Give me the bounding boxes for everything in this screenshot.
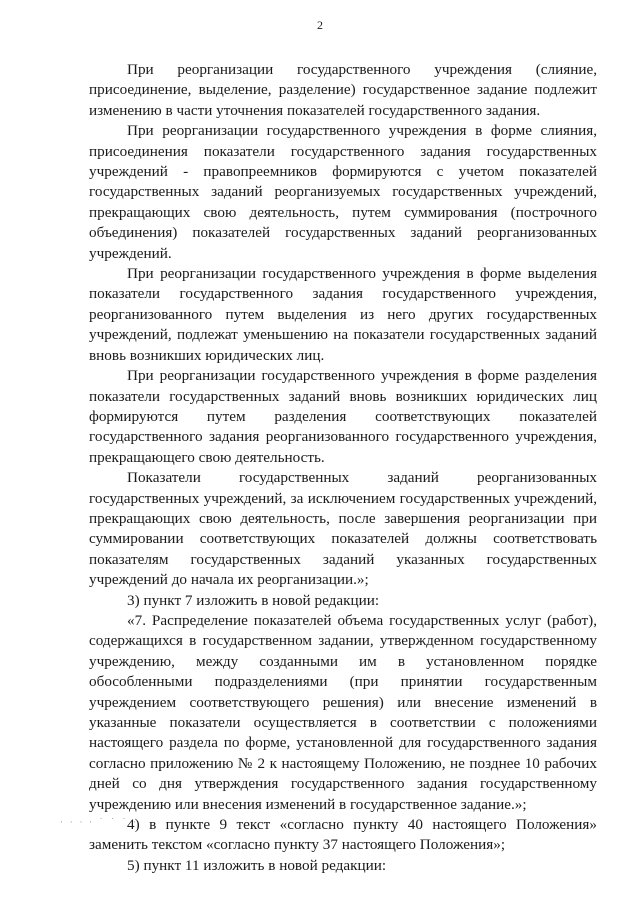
paragraph: При реорганизации государственного учреждения (слияние, присоединение, выделение, разделение) государственное задание подлежит изменению в части уточнения показателей государственного задания.: [89, 61, 597, 119]
paragraph: При реорганизации государственного учреждения в форме выделения показатели государственного задания государственного учреждения, реорганизованного путем выделения из него других государственных учреждений, подлежат уменьшению на показатели государственных заданий вновь возникших юридических лиц.: [89, 265, 597, 364]
paragraph: Показатели государственных заданий реорганизованных государственных учреждений, за исключением государственных учреждений, прекращающих свою деятельность, после завершения реорганизации при суммировании соответствующих показателей должны соответствовать показателям государственных заданий указанных государственных учреждений до начала их реорганизации.»;: [89, 469, 597, 589]
paragraph: 4) в пункте 9 текст «согласно пункту 40 настоящего Положения» заменить текстом «согласно пункту 37 настоящего Положения»;: [89, 816, 597, 854]
paragraph: 5) пункт 11 изложить в новой редакции:: [127, 856, 387, 874]
paragraph: «7. Распределение показателей объема государственных услуг (работ), содержащихся в государственном задании, утвержденном государственному учреждению, между созданными им в установленном порядке обособленными подразделениями (при принятии государственным учреждением соответствующего решения) или внесение изменений в указанные показатели осуществляется в соответствии с положениями настоящего раздела по форме, установленной для государственного задания согласно приложению № 2 к настоящему Положению, не позднее 10 рабочих дней со дня утверждения государственного задания государственному учреждению или внесения изменений в государственное задание.»;: [89, 611, 597, 813]
scan-artifact: · · · · ˙ ˙ ˙ ·: [60, 818, 138, 828]
paragraph: При реорганизации государственного учреждения в форме разделения показатели государственных заданий вновь возникших юридических лиц формируются путем разделения соответствующих показателей государственного задания реорганизованного государственного учреждения, прекращающего свою деятельность.: [89, 367, 597, 466]
page-number: 2: [317, 18, 323, 32]
paragraph: При реорганизации государственного учреждения в форме слияния, присоединения показатели государственного задания государственных учреждений - правопреемников формируются с учетом показателей государственных заданий реорганизуемых государственных учреждений, прекращающих свою деятельность, путем суммирования (построчного объединения) показателей государственных заданий реорганизованных учреждений.: [89, 122, 597, 262]
paragraph: 3) пункт 7 изложить в новой редакции:: [127, 591, 380, 609]
document-body: [89, 60, 597, 876]
